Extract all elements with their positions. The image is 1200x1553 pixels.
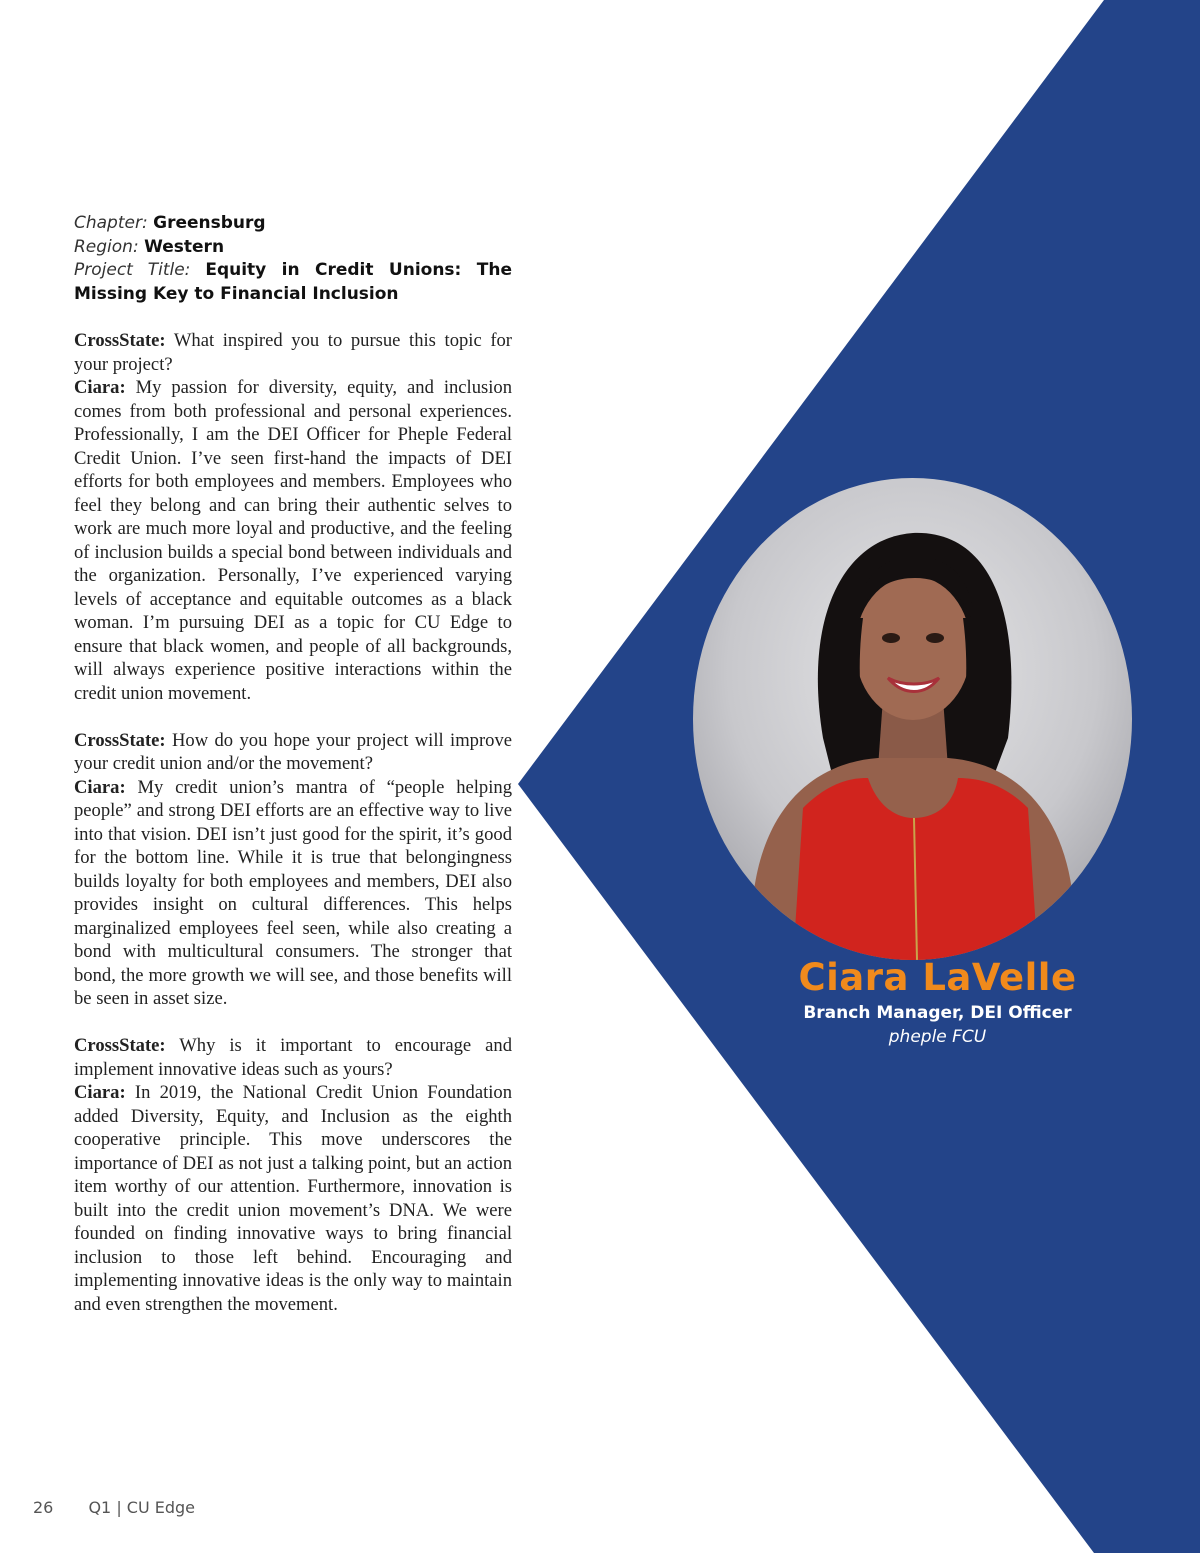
question-text: What inspired you to pursue this topic for your project? (74, 330, 512, 375)
project-meta (74, 212, 512, 306)
question (74, 1034, 512, 1081)
project-title: Equity in Credit Unions: The Missing Key to Financial Inclusion (74, 260, 512, 304)
chapter-line (74, 212, 512, 236)
profile-name: Ciara LaVelle (798, 956, 1077, 999)
portrait-illustration (693, 478, 1132, 960)
profile-title: Branch Manager, DEI Officer (803, 1003, 1072, 1023)
page-number: 26 (33, 1498, 54, 1517)
question (74, 329, 512, 376)
answer-text: My credit union’s mantra of “people helping people” and strong DEI efforts are an effective way to live into that vision. DEI isn’t just good for the spirit, it’s good for the bottom line. While it is true that belongingness builds loyalty for both employees and members, DEI also provides insight on cultural differences. This helps marginalized employees feel seen, while also creating a bond with multicultural consumers. The stronger that bond, the more growth we will see, and those benefits will be seen in asset size. (74, 776, 512, 1009)
publication-name: Q1 | CU Edge (88, 1498, 196, 1517)
qa-block-3 (74, 1034, 512, 1316)
answer-speaker: Ciara: (74, 776, 126, 798)
chapter-label: Chapter: (74, 213, 148, 233)
article-body (74, 212, 512, 1340)
answer-speaker: Ciara: (74, 377, 126, 398)
project-line (74, 259, 512, 306)
question (74, 729, 512, 776)
question-speaker: CrossState: (74, 330, 166, 351)
question-text: Why is it important to encourage and implement innovative ideas such as yours? (74, 1035, 513, 1080)
project-label: Project Title: (74, 260, 191, 280)
answer (74, 1081, 512, 1316)
chapter-value: Greensburg (153, 213, 266, 233)
profile-nameplate (770, 955, 1105, 1049)
answer-text: My passion for diversity, equity, and inclusion comes from both professional and personal experiences. Professionally, I am the DEI Officer for Pheple Federal Credit Union. I’ve seen first-hand the impacts of DEI efforts for both employees and members. Employees who feel they belong and can bring their authentic selves to work are much more loyal and productive, and the feeling of inclusion builds a special bond between individuals and the organization. Personally, I’ve experienced varying levels of acceptance and equitable outcomes as a black woman. I’m pursuing DEI as a topic for CU Edge to ensure that black women, and people of all backgrounds, will always experience positive interactions within the credit union movement. (74, 377, 512, 704)
question-text: How do you hope your project will improve your credit union and/or the movement? (74, 729, 512, 774)
region-label: Region: (74, 236, 139, 257)
page-footer (33, 1498, 195, 1517)
answer (74, 776, 512, 1011)
region-value: Western (144, 236, 225, 257)
portrait-photo (693, 478, 1132, 960)
question-speaker: CrossState: (74, 729, 166, 751)
answer-text: In 2019, the National Credit Union Foundation added Diversity, Equity, and Inclusion as the eighth cooperative principle. This move underscores the importance of DEI as not just a talking point, but an action item worthy of our attention. Furthermore, innovation is built into the credit union movement’s DNA. We were founded on finding innovative ways to bring financial inclusion to those left behind. Encouraging and implementing innovative ideas is the only way to maintain and even strengthen the movement. (74, 1082, 512, 1315)
profile-org: pheple FCU (888, 1027, 987, 1047)
answer-speaker: Ciara: (74, 1082, 126, 1103)
answer (74, 376, 512, 705)
qa-block-2 (74, 729, 512, 1011)
region-line (74, 236, 512, 260)
qa-block-1 (74, 329, 512, 705)
question-speaker: CrossState: (74, 1035, 166, 1056)
